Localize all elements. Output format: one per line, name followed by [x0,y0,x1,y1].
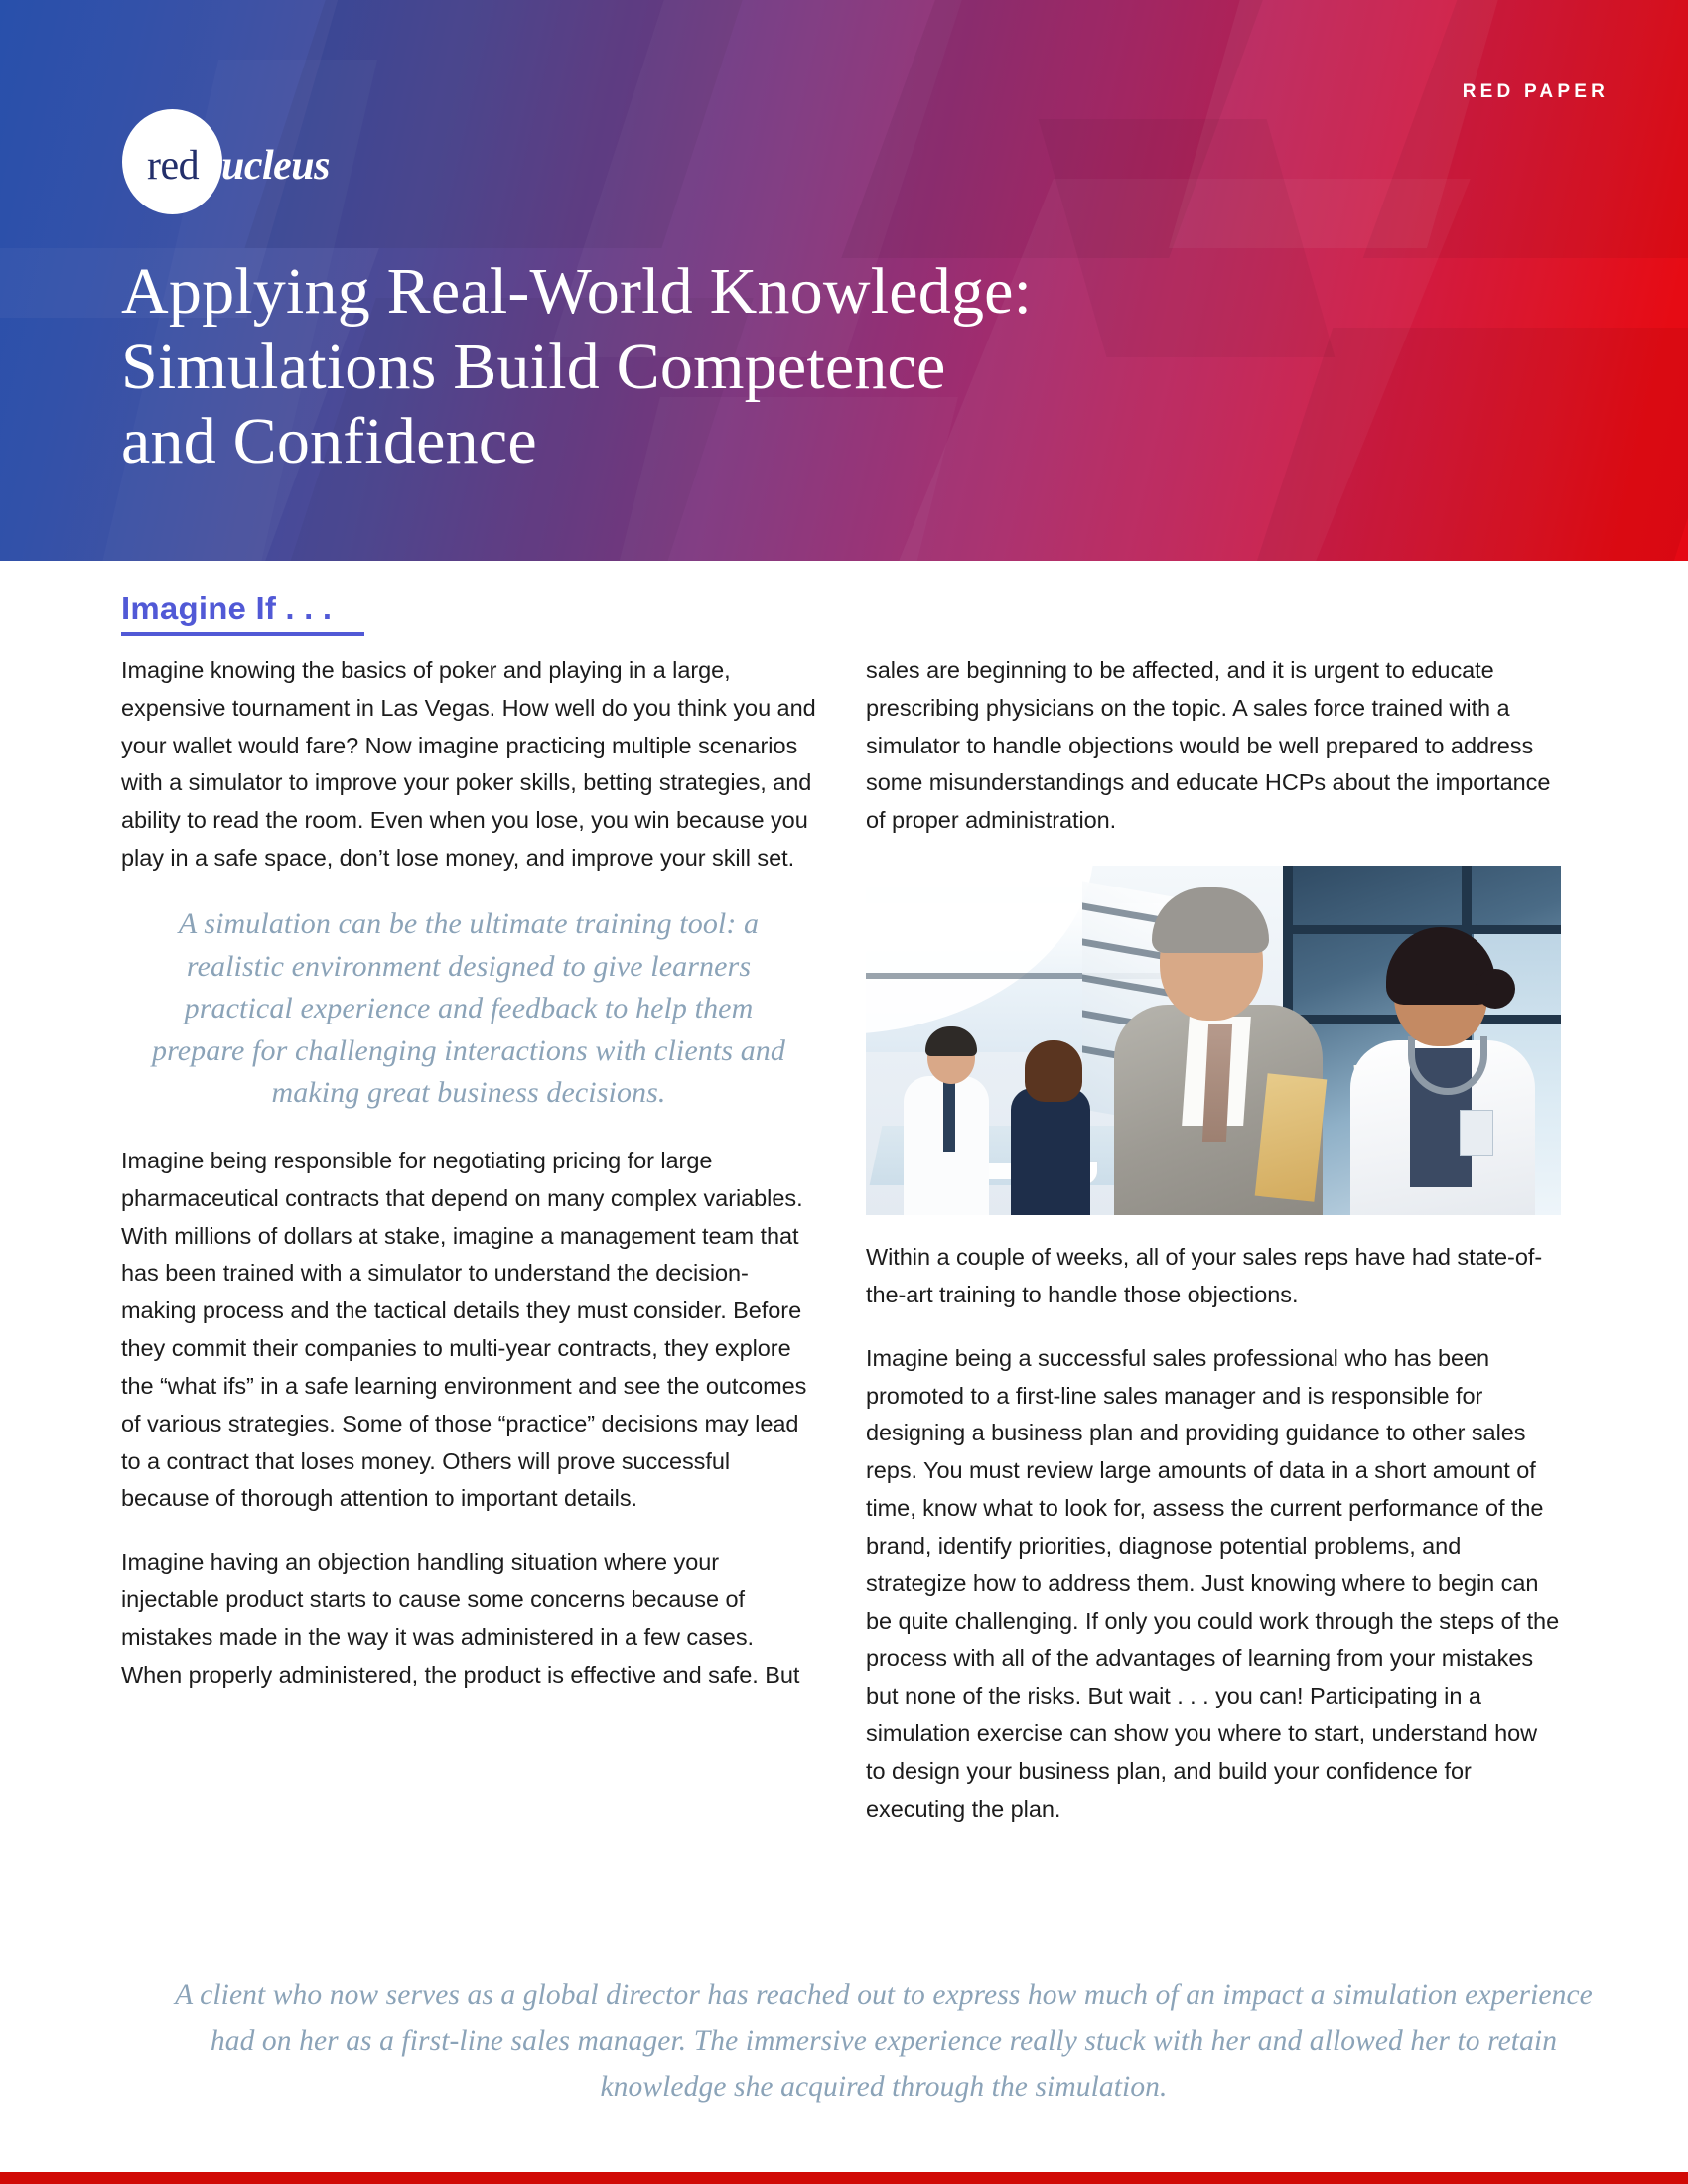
document-header-banner [0,0,1688,561]
section-heading-imagine-if: Imagine If . . . [121,590,333,626]
header-facet-shape [1363,0,1688,258]
photo-background-woman-body [1011,1088,1090,1215]
photo-background-doctor-tie [943,1082,955,1152]
page-title-line-3: and Confidence [121,405,537,478]
red-paper-kicker: RED PAPER [1462,81,1609,102]
bottom-pull-quote-client-testimonial: A client who now serves as a global director has reached out to express how much of an impact a simulation experience had on her as a first-line sales manager. The immersive experience really stuck with her and allowed her to retain knowledge she acquired through the simulation. [175,1979,1593,2103]
right-text-column [866,652,1561,1829]
office-meeting-photo [866,866,1561,1215]
right-paragraph-3: Imagine being a successful sales professional who has been promoted to a first-line sales manager and is responsible for designing a business plan and providing guidance to other sales reps. You must review large amounts of data in a short amount of time, know what to look for, assess the current performance of the brand, identify priorities, diagnose potential problems, and strategize how to address them. Just knowing where to begin can be quite challenging. If only you could work through the steps of the process with all of the advantages of learning from your mistakes but none of the risks. But wait . . . you can! Participating in a simulation exercise can show you where to start, understand how to design your business plan, and build your confidence for executing the plan. [866,1344,1560,1822]
right-paragraph-2: Within a couple of weeks, all of your sales reps have had state-of-the-art training to handle those objections. [866,1244,1543,1307]
photo-background-woman-hair [1025,1040,1082,1102]
right-paragraph-1: sales are beginning to be affected, and it is urgent to educate prescribing physicians on the topic. A sales force trained with a simulator to handle objections would be well prepared to address some misunderstandings and educate HCPs about the importance of proper administration. [866,657,1551,834]
page-title-line-1: Applying Real-World Knowledge: [121,255,1033,329]
rednucleus-logo [122,109,430,214]
logo-word-red: red [147,143,200,189]
pull-quote-simulation: A simulation can be the ultimate training tool: a realistic environment designed to give learners practical experience and feedback to help them prepare for challenging interactions with clients and making great business decisions. [151,906,785,1110]
section-heading-underline [121,632,364,636]
section-heading-group [121,590,364,636]
logo-word-nucleus: nucleus [199,143,331,189]
left-paragraph-1: Imagine knowing the basics of poker and playing in a large, expensive tournament in Las Vegas. How well do you think you and your wallet would fare? Now imagine practicing multiple scenarios with a simulator to improve your poker skills, betting strategies, and ability to read the room. Even when you lose, you win because you play in a safe space, don’t lose money, and improve your skill set. [121,657,816,872]
left-paragraph-2: Imagine being responsible for negotiating pricing for large pharmaceutical contracts that depend on many complex variables. With millions of dollars at stake, imagine a management team that has been trained with a simulator to understand the decision-making process and the tactical details they must consider. Before they commit their companies to multi-year contracts, they explore the “what ifs” in a safe learning environment and see the outcomes of various strategies. Some of those “practice” decisions may lead to a contract that loses money. Others will prove successful because of thorough attention to important details. [121,1147,807,1512]
photo-id-badge [1460,1110,1493,1156]
logo-wordmark [147,145,330,187]
photo-doctor-hair-bun [1476,969,1515,1009]
left-text-column [121,652,816,1695]
header-facet-shape [1169,0,1512,248]
footer-red-bar [0,2172,1688,2184]
header-facet-shape [841,0,1274,258]
left-paragraph-3: Imagine having an objection handling situation where your injectable product starts to cause some concerns because of mistakes made in the way it was administered in a few cases. When properly administered, the product is effective and safe. But [121,1549,800,1688]
page-title-line-2: Simulations Build Competence [121,330,946,403]
page-title [121,254,1511,479]
